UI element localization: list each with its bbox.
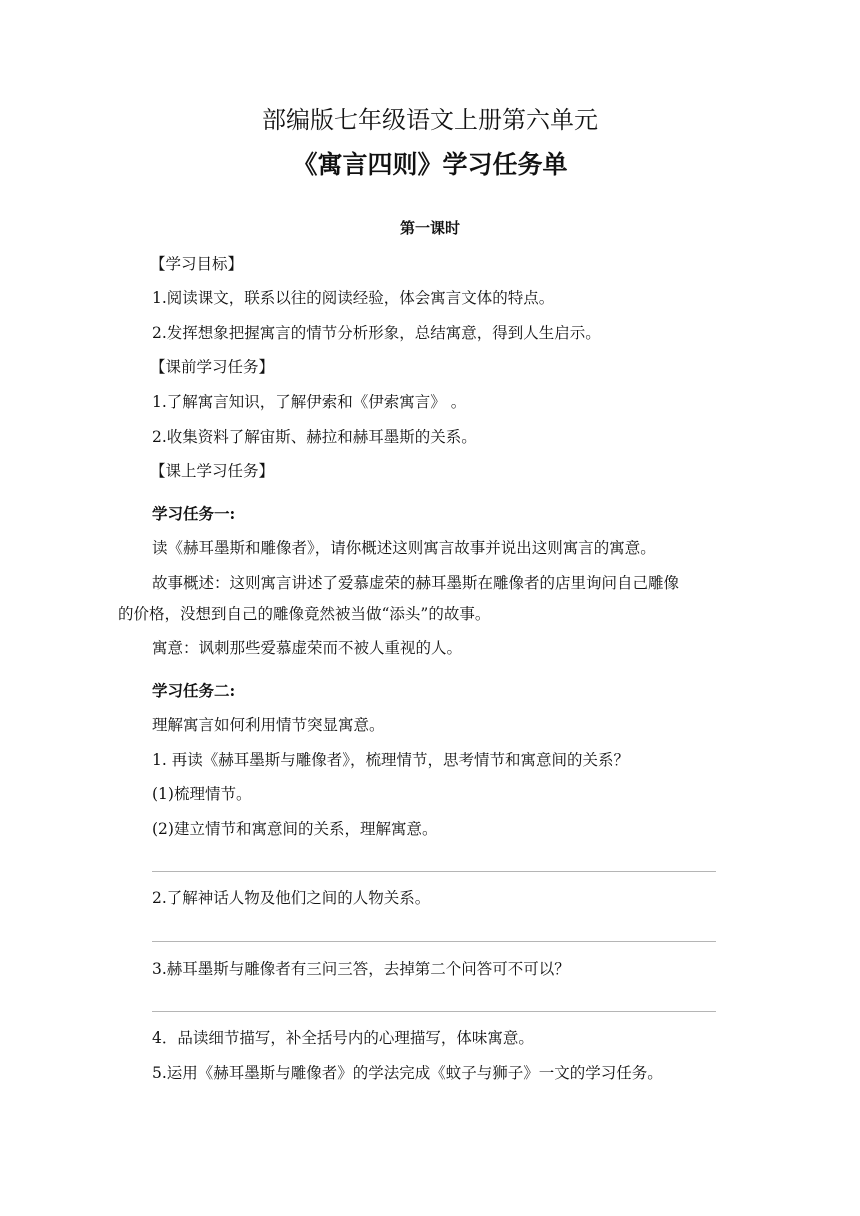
- task1-prompt: 读《赫耳墨斯和雕像者》，请你概述这则寓言故事并说出这则寓言的寓意。: [152, 539, 656, 557]
- task2-question-1-sub: (2)建立情节和寓意间的关系，理解寓意。: [152, 820, 438, 838]
- task1-summary: 故事概述：这则寓言讲述了爱慕虚荣的赫耳墨斯在雕像者的店里询问自己雕像: [152, 574, 680, 592]
- document-title: 部编版七年级语文上册第六单元: [262, 106, 598, 134]
- answer-line: [152, 941, 716, 942]
- pre-class-heading: 【课前学习任务】: [150, 358, 275, 376]
- task1-summary-cont: 的价格，没想到自己的雕像竟然被当做“添头”的故事。: [118, 605, 491, 623]
- pre-class-item: 2.收集资料了解宙斯、赫拉和赫耳墨斯的关系。: [152, 428, 477, 446]
- answer-line: [152, 1011, 716, 1012]
- objective-item: 2.发挥想象把握寓言的情节分析形象，总结寓意，得到人生启示。: [152, 324, 601, 342]
- objective-item: 1.阅读课文，联系以往的阅读经验，体会寓言文体的特点。: [152, 289, 555, 307]
- objectives-heading: 【学习目标】: [150, 255, 244, 273]
- task2-intro: 理解寓言如何利用情节突显寓意。: [152, 716, 385, 734]
- task2-question-1: 1. 再读《赫耳墨斯与雕像者》，梳理情节，思考情节和寓意间的关系？: [152, 751, 629, 769]
- task1-moral: 寓意：讽刺那些爱慕虚荣而不被人重视的人。: [152, 639, 463, 657]
- answer-line: [152, 871, 716, 872]
- document-subtitle: 《寓言四则》学习任务单: [292, 150, 568, 179]
- task2-question-4: 4．品读细节描写，补全括号内的心理描写，体味寓意。: [152, 1029, 534, 1047]
- task2-question-5: 5.运用《赫耳墨斯与雕像者》的学法完成《蚊子与狮子》一文的学习任务。: [152, 1064, 663, 1082]
- task1-heading: 学习任务一:: [152, 504, 236, 523]
- task2-heading: 学习任务二:: [152, 681, 236, 700]
- task2-question-2: 2.了解神话人物及他们之间的人物关系。: [152, 889, 431, 907]
- task2-question-3: 3.赫耳墨斯与雕像者有三问三答，去掉第二个问答可不可以？: [152, 960, 570, 978]
- pre-class-item: 1.了解寓言知识，了解伊索和《伊索寓言》 。: [152, 393, 467, 411]
- task2-question-1-sub: (1)梳理情节。: [152, 785, 252, 803]
- lesson-label: 第一课时: [399, 219, 460, 237]
- in-class-heading: 【课上学习任务】: [150, 462, 275, 480]
